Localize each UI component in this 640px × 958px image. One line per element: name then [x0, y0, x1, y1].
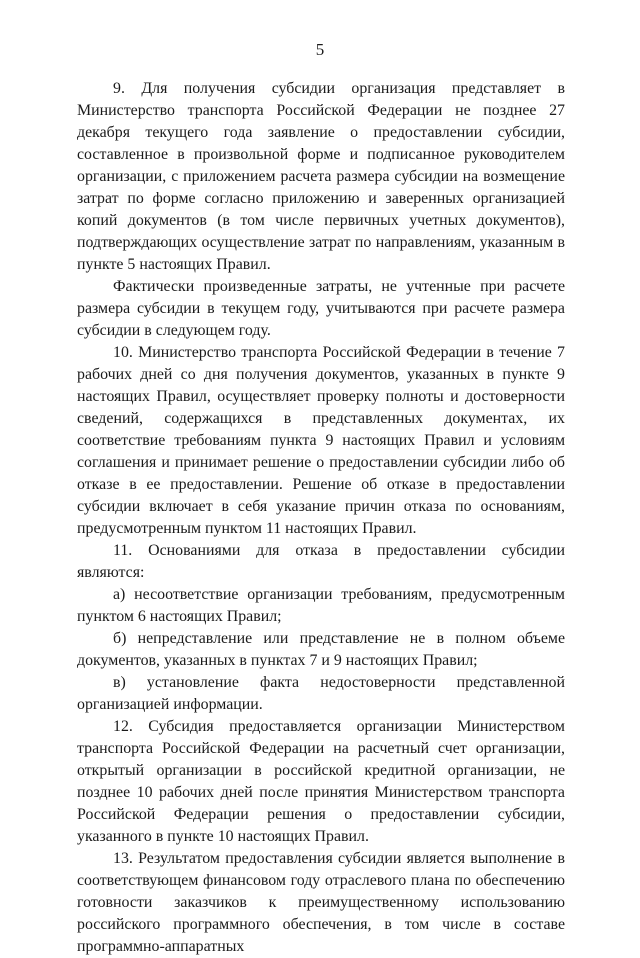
paragraph-13: 13. Результатом предоставления субсидии является выполнение в соответствующем финансовом году отраслевого плана по обеспечению готовности заказчиков к преимущественному использованию российского программного обеспечения, в том числе в составе программно-аппаратных	[77, 850, 565, 955]
document-body	[77, 78, 565, 958]
paragraph-11-a: а) несоответствие организации требованиям, предусмотренным пунктом 6 настоящих Правил;	[77, 586, 565, 625]
page-number: 5	[315, 40, 325, 59]
paragraph-9: 9. Для получения субсидии организация представляет в Министерство транспорта Российской Федерации не позднее 27 декабря текущего года заявление о предоставлении субсидии, составленное в произвольной форме и подписанное руководителем организации, с приложением расчета размера субсидии на возмещение затрат по форме согласно приложению и заверенных организацией копий документов (в том числе первичных учетных документов), подтверждающих осуществление затрат по направлениям, указанным в пункте 5 настоящих Правил.	[77, 80, 565, 273]
paragraph-9-note: Фактически произведенные затраты, не учтенные при расчете размера субсидии в текущем году, учитываются при расчете размера субсидии в следующем году.	[77, 278, 565, 339]
paragraph-11: 11. Основаниями для отказа в предоставлении субсидии являются:	[77, 542, 565, 581]
paragraph-10: 10. Министерство транспорта Российской Федерации в течение 7 рабочих дней со дня получения документов, указанных в пункте 9 настоящих Правил, осуществляет проверку полноты и достоверности сведений, содержащихся в представленных документах, их соответствие требованиям пункта 9 настоящих Правил и условиям соглашения и принимает решение о предоставлении субсидии либо об отказе в ее предоставлении. Решение об отказе в предоставлении субсидии включает в себя указание причин отказа по основаниям, предусмотренным пунктом 11 настоящих Правил.	[77, 344, 565, 537]
paragraph-11-b: б) непредставление или представление не в полном объеме документов, указанных в пунктах 7 и 9 настоящих Правил;	[77, 630, 565, 669]
paragraph-11-c: в) установление факта недостоверности представленной организацией информации.	[77, 674, 565, 713]
paragraph-12: 12. Субсидия предоставляется организации Министерством транспорта Российской Федерации на расчетный счет организации, открытый организации в российской кредитной организации, не позднее 10 рабочих дней после принятия Министерством транспорта Российской Федерации решения о предоставлении субсидии, указанного в пункте 10 настоящих Правил.	[77, 718, 565, 845]
